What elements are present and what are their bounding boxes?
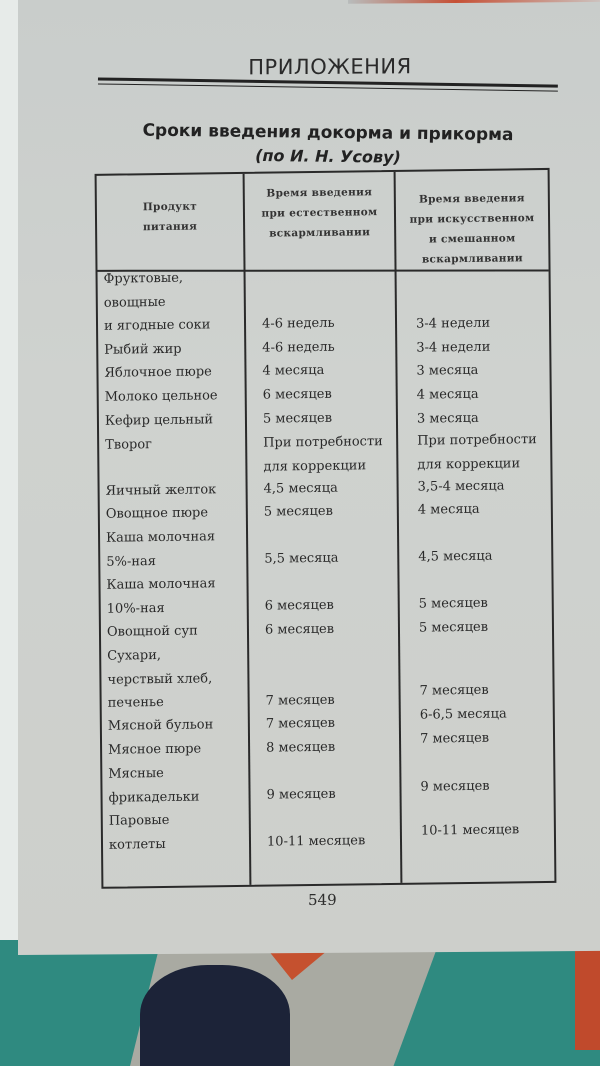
product-name: Сухари, черствый хлеб, печенье xyxy=(107,648,213,711)
running-header: ПРИЛОЖЕНИЯ xyxy=(248,54,412,80)
table-subtitle: (по И. Н. Усову) xyxy=(254,145,402,167)
natural-feeding-time: 4-6 недель xyxy=(261,315,335,332)
product-name: Мясные фрикадельки xyxy=(108,765,200,806)
natural-feeding-time: 4 месяца xyxy=(262,362,325,379)
natural-feeding-time: 4-6 недель xyxy=(262,339,335,356)
product-name: Рыбий жир xyxy=(104,341,182,358)
natural-feeding-time: 10-11 месяцев xyxy=(266,833,366,850)
natural-feeding-time: 6 месяцев xyxy=(264,621,335,638)
artificial-feeding-time: 9 месяцев xyxy=(420,778,490,795)
product-name: Мясное пюре xyxy=(108,741,202,758)
natural-feeding-time: 5 месяцев xyxy=(263,503,333,520)
artificial-feeding-time: 3 месяца xyxy=(416,362,479,379)
product-name: Яичный желток xyxy=(105,482,217,499)
feeding-schedule-table xyxy=(95,168,557,889)
product-name: Паровые котлеты xyxy=(108,812,170,853)
column-divider xyxy=(394,172,402,883)
background-carpet xyxy=(0,940,600,1066)
natural-feeding-time: 6 месяцев xyxy=(264,597,334,614)
natural-feeding-time: 5,5 месяца xyxy=(264,550,339,567)
product-name: Овощной суп xyxy=(106,623,198,640)
page-number: 549 xyxy=(308,890,337,909)
artificial-feeding-time: 7 месяцев xyxy=(419,730,490,747)
natural-feeding-time: 6 месяцев xyxy=(262,386,332,403)
natural-feeding-time: 4,5 месяца xyxy=(263,480,338,497)
natural-feeding-time: 7 месяцев xyxy=(265,692,335,709)
table-title: Сроки введения докорма и прикорма xyxy=(142,120,514,146)
product-name: Кефир цельный xyxy=(104,412,214,429)
natural-feeding-time: 5 месяцев xyxy=(262,410,333,427)
header-artificial-feeding: Время введения при искусственном и смешанном вскармливании xyxy=(409,192,535,266)
product-name: Молоко цельное xyxy=(104,388,218,405)
header-natural-feeding: Время введения при естественном вскармливании xyxy=(261,186,378,240)
artificial-feeding-time: 5 месяцев xyxy=(418,595,488,612)
artificial-feeding-time: 4 месяца xyxy=(416,386,479,403)
product-name: Овощное пюре xyxy=(105,505,209,522)
book-page xyxy=(18,0,600,955)
artificial-feeding-time: 7 месяцев xyxy=(419,682,489,699)
artificial-feeding-time: 3,5-4 месяца xyxy=(417,478,505,495)
artificial-feeding-time: 5 месяцев xyxy=(418,619,489,636)
artificial-feeding-time: 6-6,5 месяца xyxy=(419,706,507,723)
column-divider xyxy=(243,174,251,885)
product-name: Яблочное пюре xyxy=(104,364,212,381)
natural-feeding-time: 7 месяцев xyxy=(265,715,336,732)
natural-feeding-time: 8 месяцев xyxy=(266,739,336,756)
artificial-feeding-time: 10-11 месяцев xyxy=(420,822,520,839)
artificial-feeding-time: 3 месяца xyxy=(416,410,479,427)
natural-feeding-time: При потребности для коррекции xyxy=(263,434,383,475)
book-page-edge xyxy=(0,0,18,940)
product-name: Каша молочная 10%-ная xyxy=(106,576,216,617)
product-name: Каша молочная 5%-ная xyxy=(105,529,216,570)
product-name: Мясной бульон xyxy=(107,717,214,734)
artificial-feeding-time: 3-4 недели xyxy=(416,339,491,356)
artificial-feeding-time: 4,5 месяца xyxy=(418,548,493,565)
artificial-feeding-time: 3-4 недели xyxy=(415,315,491,332)
product-name: Фруктовые, овощные и ягодные соки xyxy=(103,270,211,334)
natural-feeding-time: 9 месяцев xyxy=(266,786,336,803)
header-product: Продукт питания xyxy=(142,200,198,234)
product-name: Творог xyxy=(105,437,153,453)
artificial-feeding-time: 4 месяца xyxy=(417,501,480,518)
background-strip xyxy=(348,0,600,4)
artificial-feeding-time: При потребности для коррекции xyxy=(417,432,537,473)
